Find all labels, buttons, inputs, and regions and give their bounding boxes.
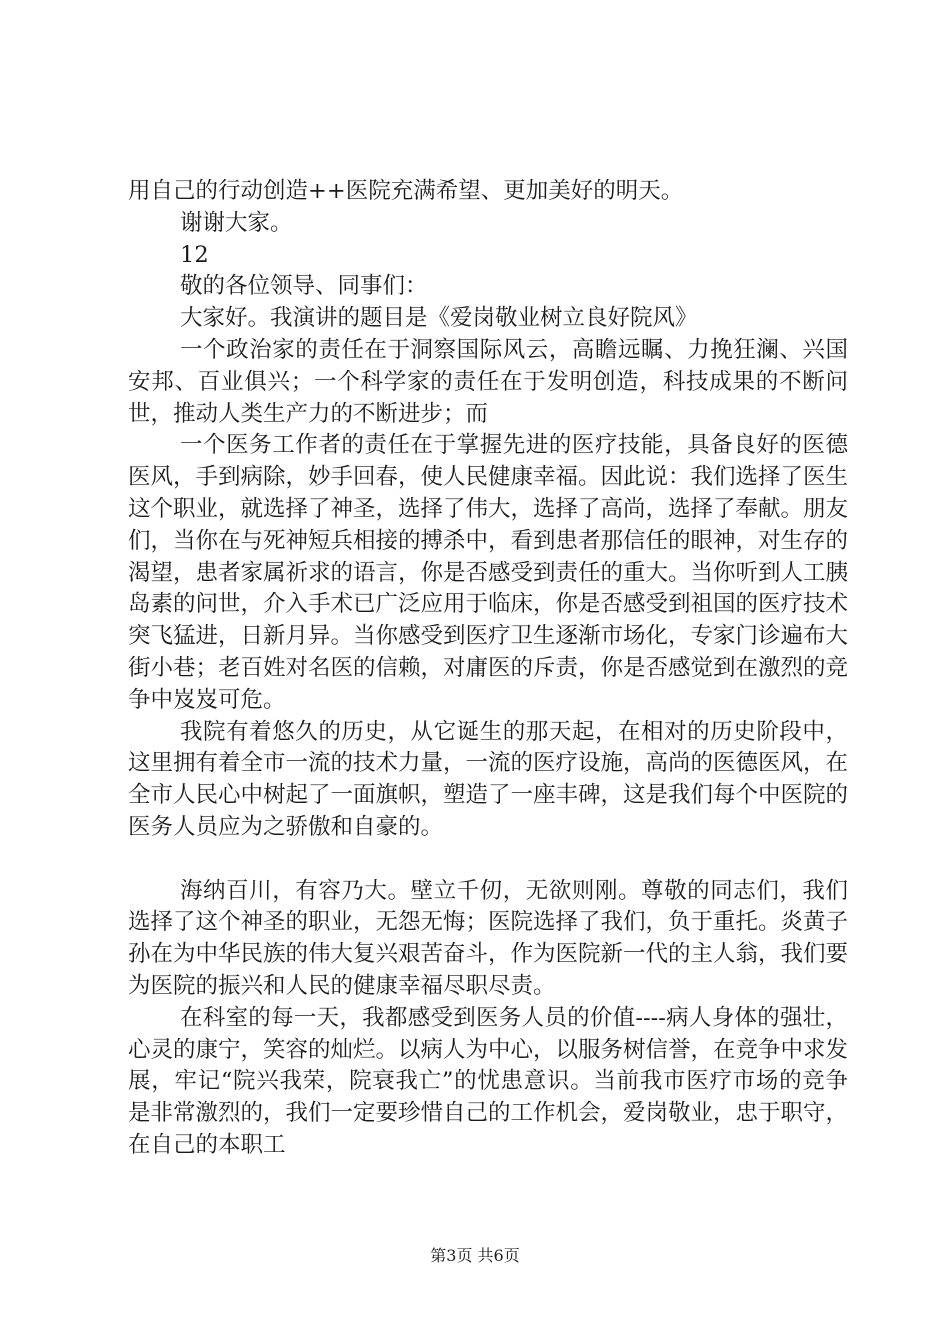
page-number-footer: 第3页 共6页 (430, 1246, 520, 1265)
paragraph-daily-work: 在科室的每一天，我都感受到医务人员的价值----病人身体的强壮，心灵的康宁，笑容的灿烂。以病人为中心，以服务树信誉，在竞争中求发展，牢记“院兴我荣，院衰我亡”的忧患意识。当前我市医疗市场的竞争是非常激烈的，我们一定要珍惜自己的工作机会，爱岗敬业，忠于职守，在自己的本职工 (128, 1004, 849, 1158)
paragraph-responsibility: 一个政治家的责任在于洞察国际风云，高瞻远瞩、力挽狂澜、兴国安邦、百业俱兴；一个科学家的责任在于发明创造，科技成果的不断问世，推动人类生产力的不断进步；而 (128, 336, 848, 427)
paragraph-dedication: 海纳百川，有容乃大。壁立千仞，无欲则刚。尊敬的同志们，我们选择了这个神圣的职业，无怨无悔；医院选择了我们，负于重托。炎黄子孙在为中华民族的伟大复兴艰苦奋斗，作为医院新一代的主人翁，我们要为医院的振兴和人民的健康幸福尽职尽责。 (128, 877, 849, 999)
paragraph-closing-line: 用自己的行动创造++医院充满希望、更加美好的明天。 (128, 178, 684, 204)
paragraph-greeting-title: 大家好。我演讲的题目是《爱岗敬业树立良好院风》 (180, 305, 698, 332)
paragraph-medical-worker: 一个医务工作者的责任在于掌握先进的医疗技能，具备良好的医德医风，手到病除，妙手回春，使人民健康幸福。因此说：我们选择了医生这个职业，就选择了神圣，选择了伟大，选择了高尚，选择了奉献。朋友们，当你在与死神短兵相接的搏杀中，看到患者那信任的眼神，对生存的渴望，患者家属祈求的语言，你是否感受到责任的重大。当你听到人工胰岛素的问世，介入手术已广泛应用于临床，你是否感受到祖国的医疗技术突飞猛进，日新月异。当你感受到医疗卫生逐渐市场化，专家门诊遍布大街小巷；老百姓对名医的信赖，对庸医的斥责，你是否感觉到在激烈的竞争中岌岌可危。 (128, 432, 849, 713)
paragraph-salutation: 敬的各位领导、同事们： (180, 273, 428, 300)
document-body (128, 176, 848, 1162)
paragraph-thanks: 谢谢大家。 (180, 209, 293, 236)
paragraph-section-number: 12 (180, 241, 209, 268)
paragraph-hospital-history: 我院有着悠久的历史，从它诞生的那天起，在相对的历史阶段中，这里拥有着全市一流的技术力量，一流的医疗设施，高尚的医德医风，在全市人民心中树起了一面旗帜，塑造了一座丰碑，这是我们每个中医院的医务人员应为之骄傲和自豪的。 (128, 718, 849, 840)
